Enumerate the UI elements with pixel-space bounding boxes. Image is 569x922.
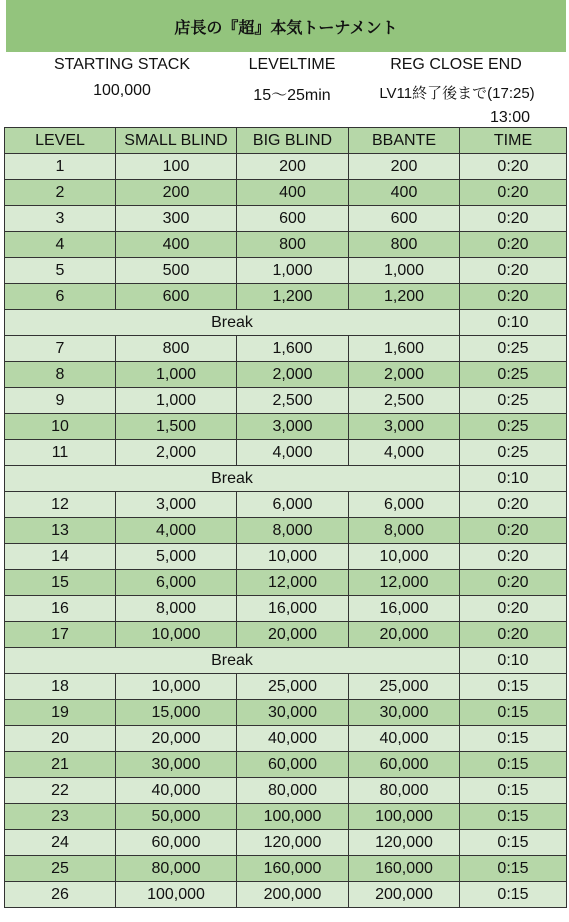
- table-row: [5, 544, 567, 570]
- cell-small-blind: 50,000: [116, 804, 237, 830]
- cell-small-blind: 300: [116, 206, 237, 232]
- level-time-label: LEVELTIME: [248, 56, 336, 73]
- cell-bbante: 40,000: [349, 726, 460, 752]
- break-row: [5, 310, 567, 336]
- cell-small-blind: 1,000: [116, 388, 237, 414]
- cell-level: 14: [5, 544, 116, 570]
- cell-time: 0:15: [460, 882, 567, 908]
- page-title: 店長の『超』本気トーナメント: [6, 0, 566, 52]
- cell-bbante: 12,000: [349, 570, 460, 596]
- cell-time: 0:20: [460, 154, 567, 180]
- break-row: [5, 648, 567, 674]
- column-header-bbante: BBANTE: [349, 128, 460, 154]
- break-label: Break: [5, 466, 460, 492]
- cell-bbante: 2,500: [349, 388, 460, 414]
- cell-time: 0:15: [460, 830, 567, 856]
- cell-big-blind: 2,000: [237, 362, 349, 388]
- cell-level: 13: [5, 518, 116, 544]
- cell-time: 0:15: [460, 778, 567, 804]
- table-row: [5, 336, 567, 362]
- cell-level: 20: [5, 726, 116, 752]
- cell-small-blind: 100: [116, 154, 237, 180]
- cell-big-blind: 200,000: [237, 882, 349, 908]
- start-time: 13:00: [489, 109, 531, 126]
- cell-time: 0:20: [460, 492, 567, 518]
- cell-small-blind: 200: [116, 180, 237, 206]
- cell-bbante: 16,000: [349, 596, 460, 622]
- cell-time: 0:25: [460, 336, 567, 362]
- cell-level: 25: [5, 856, 116, 882]
- cell-small-blind: 10,000: [116, 674, 237, 700]
- table-row: [5, 154, 567, 180]
- cell-level: 7: [5, 336, 116, 362]
- break-time: 0:10: [460, 310, 567, 336]
- cell-big-blind: 10,000: [237, 544, 349, 570]
- cell-bbante: 20,000: [349, 622, 460, 648]
- cell-level: 4: [5, 232, 116, 258]
- cell-level: 26: [5, 882, 116, 908]
- cell-small-blind: 1,500: [116, 414, 237, 440]
- cell-big-blind: 60,000: [237, 752, 349, 778]
- column-header-level: LEVEL: [5, 128, 116, 154]
- cell-big-blind: 600: [237, 206, 349, 232]
- cell-big-blind: 4,000: [237, 440, 349, 466]
- cell-small-blind: 10,000: [116, 622, 237, 648]
- cell-level: 1: [5, 154, 116, 180]
- starting-stack-label: STARTING STACK: [53, 56, 190, 73]
- cell-time: 0:20: [460, 180, 567, 206]
- cell-bbante: 8,000: [349, 518, 460, 544]
- cell-big-blind: 400: [237, 180, 349, 206]
- table-row: [5, 440, 567, 466]
- cell-bbante: 800: [349, 232, 460, 258]
- cell-level: 8: [5, 362, 116, 388]
- cell-time: 0:20: [460, 622, 567, 648]
- table-row: [5, 596, 567, 622]
- cell-bbante: 80,000: [349, 778, 460, 804]
- table-row: [5, 622, 567, 648]
- cell-small-blind: 8,000: [116, 596, 237, 622]
- column-header-big-blind: BIG BLIND: [237, 128, 349, 154]
- cell-level: 23: [5, 804, 116, 830]
- cell-big-blind: 160,000: [237, 856, 349, 882]
- table-row: [5, 180, 567, 206]
- cell-level: 10: [5, 414, 116, 440]
- table-row: [5, 232, 567, 258]
- cell-big-blind: 16,000: [237, 596, 349, 622]
- cell-bbante: 30,000: [349, 700, 460, 726]
- cell-bbante: 3,000: [349, 414, 460, 440]
- cell-level: 9: [5, 388, 116, 414]
- table-row: [5, 700, 567, 726]
- cell-time: 0:15: [460, 674, 567, 700]
- cell-big-blind: 12,000: [237, 570, 349, 596]
- cell-level: 17: [5, 622, 116, 648]
- cell-small-blind: 400: [116, 232, 237, 258]
- cell-big-blind: 30,000: [237, 700, 349, 726]
- cell-big-blind: 20,000: [237, 622, 349, 648]
- table-row: [5, 388, 567, 414]
- cell-time: 0:20: [460, 284, 567, 310]
- cell-big-blind: 2,500: [237, 388, 349, 414]
- cell-big-blind: 200: [237, 154, 349, 180]
- break-time: 0:10: [460, 648, 567, 674]
- cell-bbante: 25,000: [349, 674, 460, 700]
- cell-small-blind: 500: [116, 258, 237, 284]
- cell-big-blind: 1,200: [237, 284, 349, 310]
- table-row: [5, 830, 567, 856]
- table-row: [5, 804, 567, 830]
- table-row: [5, 856, 567, 882]
- cell-big-blind: 800: [237, 232, 349, 258]
- table-row: [5, 726, 567, 752]
- cell-bbante: 1,000: [349, 258, 460, 284]
- blind-structure-table: [4, 127, 567, 908]
- cell-small-blind: 100,000: [116, 882, 237, 908]
- cell-big-blind: 3,000: [237, 414, 349, 440]
- cell-time: 0:20: [460, 544, 567, 570]
- cell-level: 11: [5, 440, 116, 466]
- cell-level: 15: [5, 570, 116, 596]
- cell-small-blind: 5,000: [116, 544, 237, 570]
- cell-time: 0:20: [460, 596, 567, 622]
- tournament-info: [0, 52, 569, 127]
- cell-bbante: 400: [349, 180, 460, 206]
- cell-time: 0:25: [460, 440, 567, 466]
- table-row: [5, 414, 567, 440]
- cell-small-blind: 600: [116, 284, 237, 310]
- cell-big-blind: 6,000: [237, 492, 349, 518]
- table-row: [5, 674, 567, 700]
- cell-level: 3: [5, 206, 116, 232]
- level-time-value: 15〜25min: [253, 87, 331, 104]
- cell-bbante: 10,000: [349, 544, 460, 570]
- reg-close-label: REG CLOSE END: [390, 56, 522, 73]
- cell-bbante: 2,000: [349, 362, 460, 388]
- table-row: [5, 284, 567, 310]
- cell-level: 16: [5, 596, 116, 622]
- cell-time: 0:20: [460, 518, 567, 544]
- cell-time: 0:25: [460, 414, 567, 440]
- cell-big-blind: 8,000: [237, 518, 349, 544]
- cell-bbante: 1,200: [349, 284, 460, 310]
- table-row: [5, 882, 567, 908]
- table-body: [5, 154, 567, 908]
- cell-small-blind: 6,000: [116, 570, 237, 596]
- cell-time: 0:20: [460, 570, 567, 596]
- table-row: [5, 570, 567, 596]
- break-row: [5, 466, 567, 492]
- column-header-small-blind: SMALL BLIND: [116, 128, 237, 154]
- table-row: [5, 752, 567, 778]
- break-time: 0:10: [460, 466, 567, 492]
- cell-bbante: 200,000: [349, 882, 460, 908]
- cell-time: 0:15: [460, 752, 567, 778]
- cell-time: 0:15: [460, 726, 567, 752]
- cell-bbante: 120,000: [349, 830, 460, 856]
- table-row: [5, 362, 567, 388]
- cell-big-blind: 1,600: [237, 336, 349, 362]
- cell-level: 2: [5, 180, 116, 206]
- cell-level: 5: [5, 258, 116, 284]
- cell-level: 22: [5, 778, 116, 804]
- cell-small-blind: 20,000: [116, 726, 237, 752]
- cell-bbante: 160,000: [349, 856, 460, 882]
- cell-small-blind: 30,000: [116, 752, 237, 778]
- cell-bbante: 4,000: [349, 440, 460, 466]
- cell-bbante: 600: [349, 206, 460, 232]
- cell-bbante: 60,000: [349, 752, 460, 778]
- column-header-time: TIME: [460, 128, 567, 154]
- table-row: [5, 518, 567, 544]
- table-row: [5, 206, 567, 232]
- cell-big-blind: 120,000: [237, 830, 349, 856]
- cell-time: 0:25: [460, 362, 567, 388]
- break-label: Break: [5, 648, 460, 674]
- cell-small-blind: 3,000: [116, 492, 237, 518]
- cell-small-blind: 40,000: [116, 778, 237, 804]
- cell-bbante: 200: [349, 154, 460, 180]
- reg-close-value: LV11終了後まで(17:25): [379, 85, 535, 102]
- cell-level: 6: [5, 284, 116, 310]
- cell-time: 0:20: [460, 206, 567, 232]
- cell-bbante: 100,000: [349, 804, 460, 830]
- cell-time: 0:20: [460, 258, 567, 284]
- starting-stack-value: 100,000: [93, 82, 151, 99]
- cell-level: 18: [5, 674, 116, 700]
- cell-small-blind: 2,000: [116, 440, 237, 466]
- cell-big-blind: 1,000: [237, 258, 349, 284]
- table-row: [5, 492, 567, 518]
- cell-bbante: 1,600: [349, 336, 460, 362]
- cell-big-blind: 100,000: [237, 804, 349, 830]
- cell-big-blind: 80,000: [237, 778, 349, 804]
- cell-level: 24: [5, 830, 116, 856]
- cell-time: 0:20: [460, 232, 567, 258]
- cell-big-blind: 40,000: [237, 726, 349, 752]
- cell-small-blind: 800: [116, 336, 237, 362]
- cell-small-blind: 80,000: [116, 856, 237, 882]
- table-header-row: [5, 128, 567, 154]
- cell-small-blind: 1,000: [116, 362, 237, 388]
- cell-time: 0:15: [460, 804, 567, 830]
- cell-bbante: 6,000: [349, 492, 460, 518]
- cell-time: 0:15: [460, 700, 567, 726]
- cell-big-blind: 25,000: [237, 674, 349, 700]
- cell-level: 19: [5, 700, 116, 726]
- cell-time: 0:15: [460, 856, 567, 882]
- break-label: Break: [5, 310, 460, 336]
- table-row: [5, 258, 567, 284]
- table-row: [5, 778, 567, 804]
- cell-small-blind: 4,000: [116, 518, 237, 544]
- cell-level: 21: [5, 752, 116, 778]
- cell-small-blind: 60,000: [116, 830, 237, 856]
- cell-level: 12: [5, 492, 116, 518]
- cell-time: 0:25: [460, 388, 567, 414]
- cell-small-blind: 15,000: [116, 700, 237, 726]
